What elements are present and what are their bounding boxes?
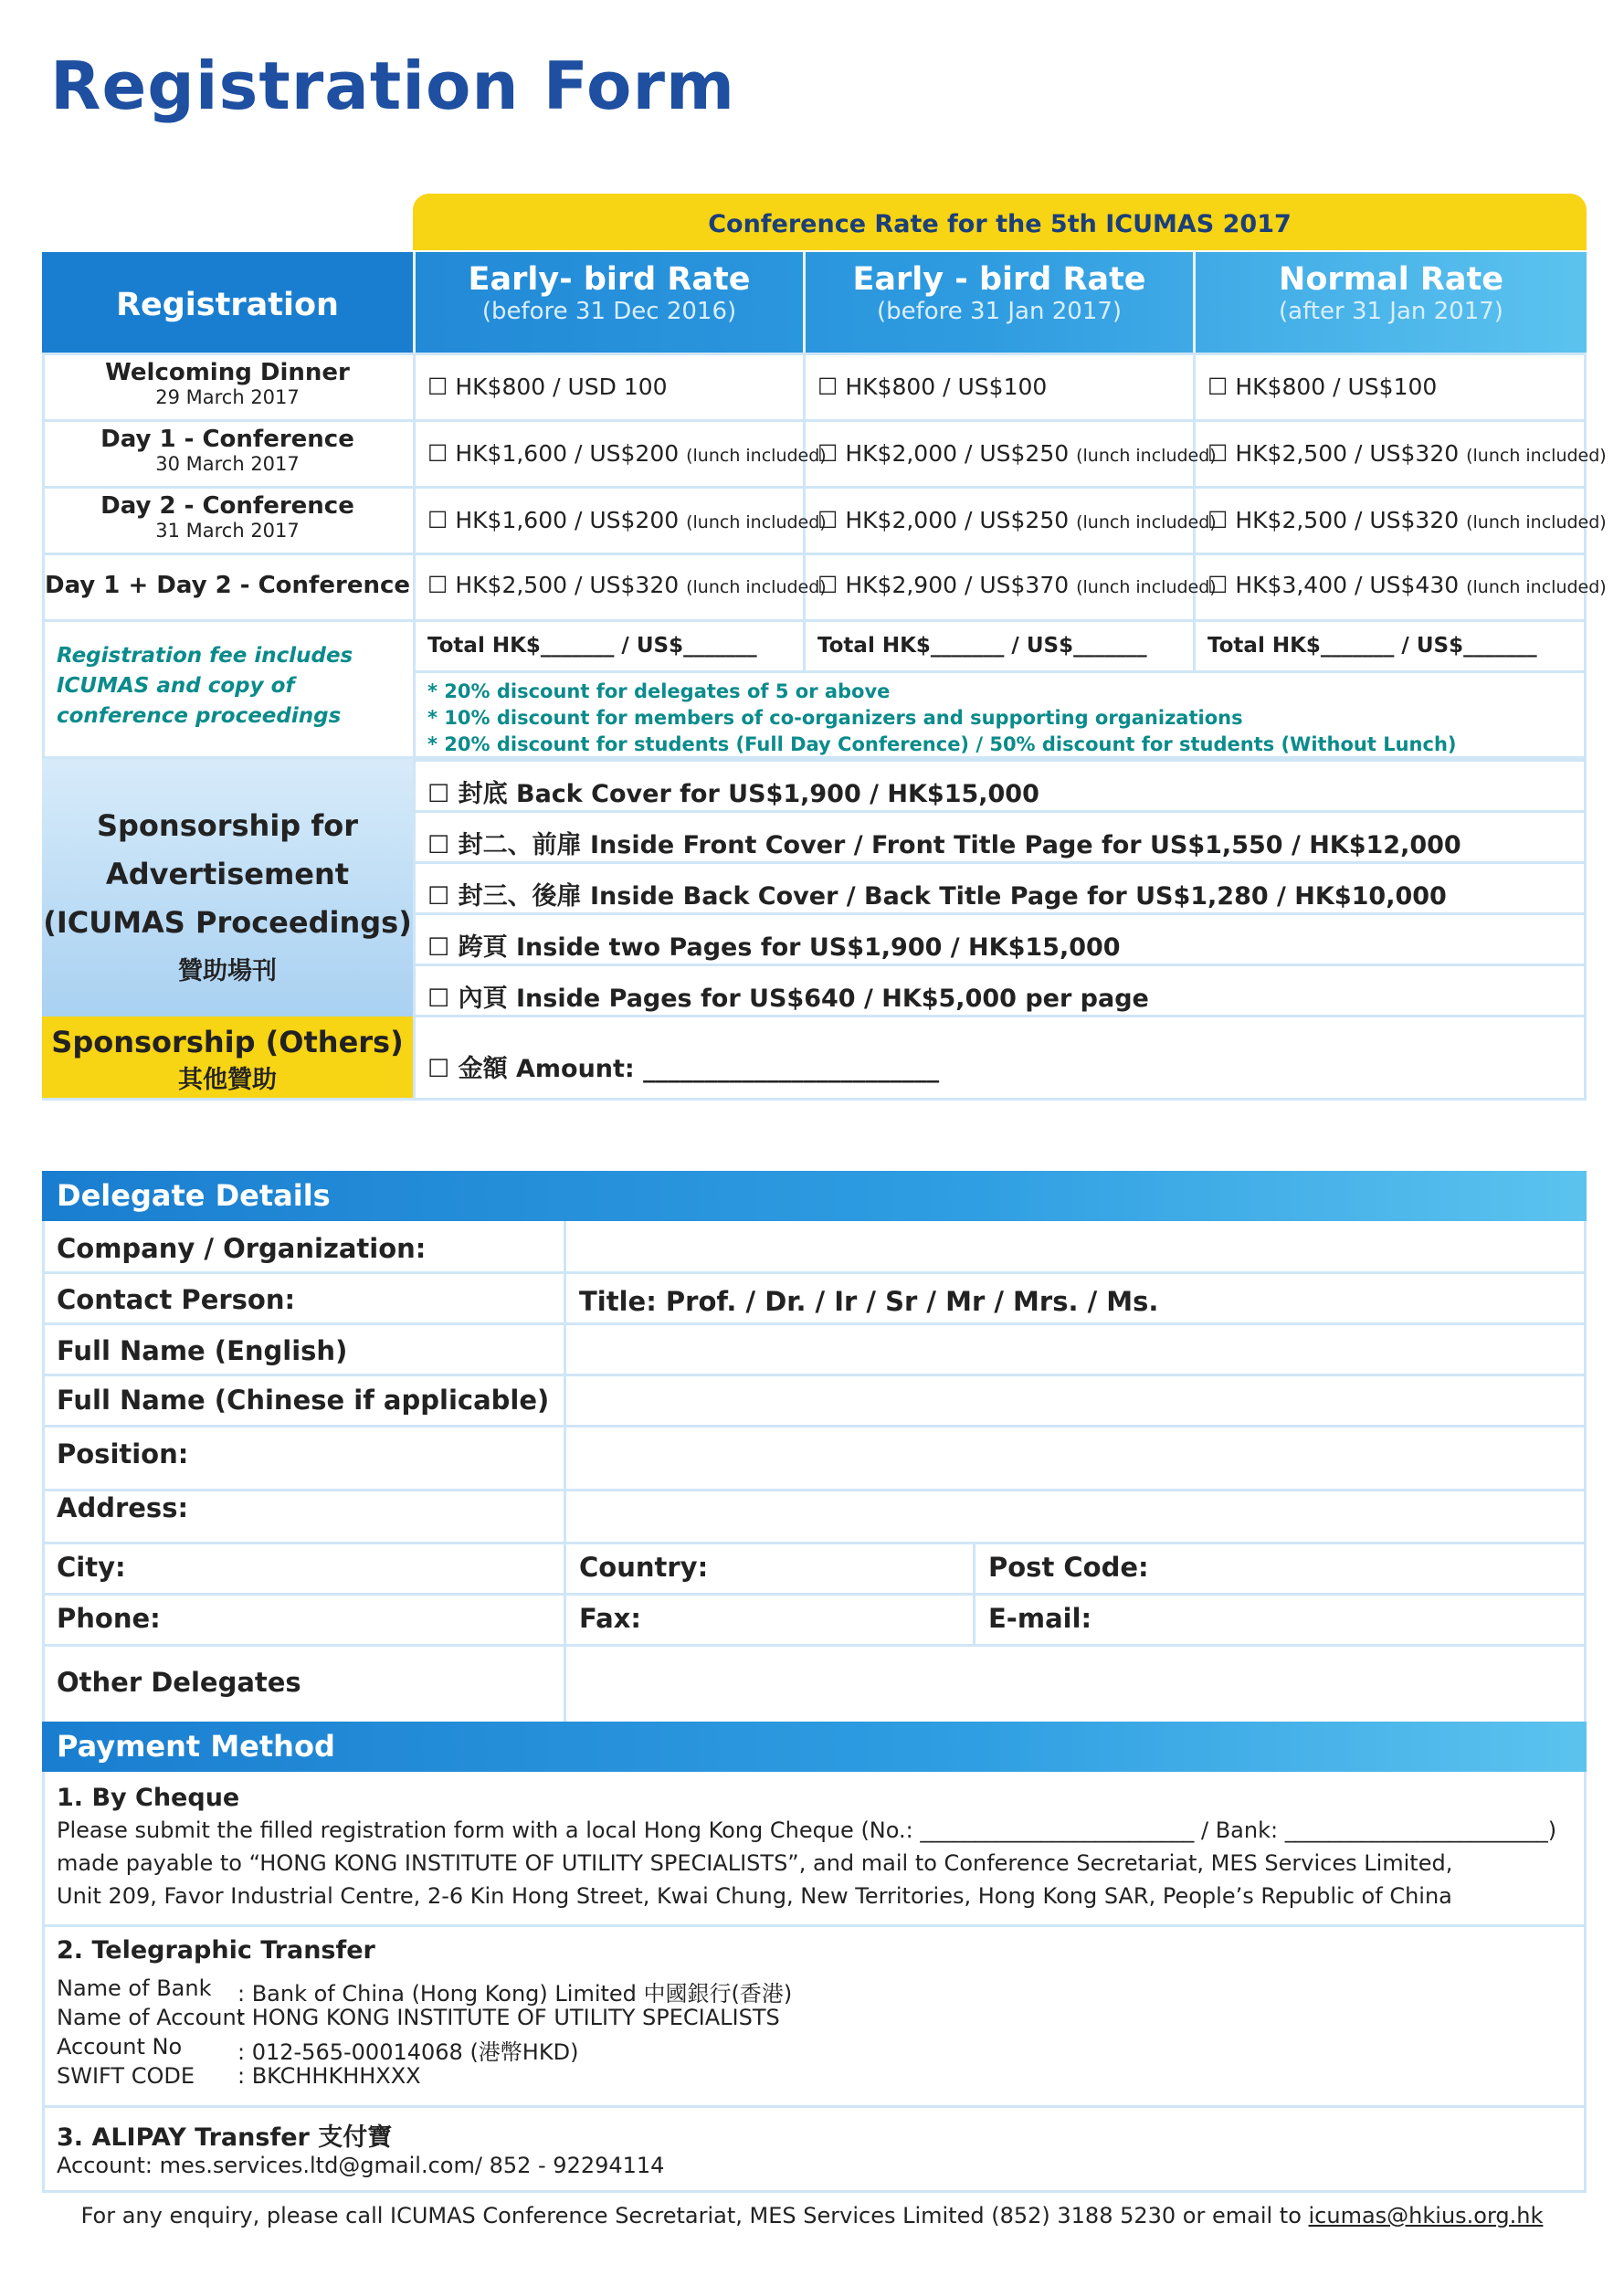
alipay-account: Account: mes.services.ltd@gmail.com/ 852 - 92294114 — [57, 2153, 665, 2178]
price-option[interactable]: ☐ HK$2,000 / US$250 (lunch included) — [817, 507, 1217, 533]
tt-value: : Bank of China (Hong Kong) Limited 中國銀行(香港) — [237, 1981, 793, 2007]
cheque-line: Unit 209, Favor Industrial Centre, 2-6 Kin Hong Street, Kwai Chung, New Territories, Hong Kong SAR, People’s Republic of China — [57, 1883, 1452, 1909]
tt-value: : BKCHHKHHXXX — [237, 2063, 421, 2089]
tt-value: : 012-565-00014068 (港幣HKD) — [237, 2039, 579, 2065]
discount-note: * 10% discount for members of co-organizers and supporting organizations — [427, 707, 1243, 729]
sponsorship-ad-label: Sponsorship for Advertisement (ICUMAS Proceedings) 贊助場刊 — [42, 759, 413, 1017]
fullname-english-label: Full Name (English) — [57, 1335, 348, 1366]
sponsorship-others-label: Sponsorship (Others) 其他贊助 — [42, 1017, 413, 1101]
price-option[interactable]: ☐ HK$3,400 / US$430 (lunch included) — [1207, 572, 1607, 598]
price-option[interactable]: ☐ HK$1,600 / US$200 (lunch included) — [427, 440, 827, 467]
address-field[interactable] — [566, 1491, 1584, 1542]
postcode-label: Post Code: — [988, 1552, 1149, 1583]
price-option[interactable]: ☐ HK$2,900 / US$370 (lunch included) — [817, 572, 1217, 598]
header-early-bird-2: Early - bird Rate (before 31 Jan 2017) — [852, 261, 1146, 325]
country-label: Country: — [579, 1552, 709, 1583]
rate-banner-text: Conference Rate for the 5th ICUMAS 2017 — [708, 210, 1292, 238]
price-option[interactable]: ☐ HK$2,500 / US$320 (lunch included) — [1207, 440, 1607, 467]
header-registration: Registration — [42, 252, 413, 353]
price-option[interactable]: ☐ HK$2,000 / US$250 (lunch included) — [817, 440, 1217, 467]
total-field-2[interactable]: Total HK$_______ / US$_______ — [817, 634, 1147, 658]
price-option[interactable]: ☐ HK$800 / US$100 — [1207, 374, 1438, 400]
page-title: Registration Form — [50, 47, 736, 124]
cheque-line: made payable to “HONG KONG INSTITUTE OF UTILITY SPECIALISTS”, and mail to Conference Secretariat, MES Services Limited, — [57, 1850, 1453, 1876]
fullname-chinese-field[interactable] — [566, 1376, 1584, 1425]
total-field-1[interactable]: Total HK$_______ / US$_______ — [427, 634, 757, 658]
fullname-english-field[interactable] — [566, 1325, 1584, 1374]
delegate-details-heading: Delegate Details — [42, 1171, 1587, 1221]
discount-note: * 20% discount for students (Full Day Conference) / 50% discount for students (Without Lunch) — [427, 733, 1457, 755]
row-label-day2: Day 2 - Conference 31 March 2017 — [100, 492, 354, 542]
row-label-day1-day2: Day 1 + Day 2 - Conference — [44, 572, 411, 599]
other-delegates-label: Other Delegates — [57, 1667, 301, 1698]
header-normal-rate: Normal Rate (after 31 Jan 2017) — [1279, 261, 1503, 325]
tt-key: Name of Account — [57, 2005, 246, 2030]
footer-email-link[interactable]: icumas@hkius.org.hk — [1308, 2203, 1544, 2228]
title-options[interactable]: Title: Prof. / Dr. / Ir / Sr / Mr / Mrs. / Ms. — [579, 1286, 1159, 1317]
tt-value: : HONG KONG INSTITUTE OF UTILITY SPECIALISTS — [237, 2005, 780, 2030]
alipay-title: 3. ALIPAY Transfer 支付寶 — [57, 2123, 393, 2152]
tt-title: 2. Telegraphic Transfer — [57, 1936, 375, 1965]
footer-text: For any enquiry, please call ICUMAS Conference Secretariat, MES Services Limited (852) 3188 5230 or email to — [80, 2203, 1309, 2228]
city-label: City: — [57, 1552, 126, 1583]
sponsor-two-pages[interactable]: ☐ 跨頁 Inside two Pages for US$1,900 / HK$15,000 — [427, 933, 1121, 962]
phone-label: Phone: — [57, 1603, 161, 1634]
company-field[interactable] — [566, 1221, 1584, 1271]
price-option[interactable]: ☐ HK$2,500 / US$320 (lunch included) — [1207, 507, 1607, 533]
footer-enquiry — [0, 2203, 1624, 2228]
sponsor-inside-back-cover[interactable]: ☐ 封三、後扉 Inside Back Cover / Back Title Page for US$1,280 / HK$10,000 — [427, 882, 1447, 911]
row-label-welcoming-dinner: Welcoming Dinner 29 March 2017 — [105, 359, 350, 408]
header-early-bird-1: Early- bird Rate (before 31 Dec 2016) — [468, 261, 751, 325]
sponsor-inside-pages[interactable]: ☐ 內頁 Inside Pages for US$640 / HK$5,000 per page — [427, 985, 1149, 1013]
payment-method-heading: Payment Method — [42, 1722, 1587, 1772]
contact-person-label: Contact Person: — [57, 1284, 296, 1315]
position-label: Position: — [57, 1438, 189, 1470]
company-label: Company / Organization: — [57, 1233, 427, 1264]
fullname-chinese-label: Full Name (Chinese if applicable) — [57, 1385, 550, 1416]
price-option[interactable]: ☐ HK$800 / US$100 — [817, 374, 1048, 400]
fax-label: Fax: — [579, 1603, 641, 1634]
cheque-title: 1. By Cheque — [57, 1784, 240, 1812]
rate-banner — [413, 194, 1587, 250]
row-label-day1: Day 1 - Conference 30 March 2017 — [100, 426, 354, 475]
price-option[interactable]: ☐ HK$800 / USD 100 — [427, 374, 668, 400]
email-label: E-mail: — [988, 1603, 1092, 1634]
tt-key: Name of Bank — [57, 1975, 212, 2001]
total-field-3[interactable]: Total HK$_______ / US$_______ — [1207, 634, 1537, 658]
address-label: Address: — [57, 1492, 189, 1523]
tt-key: Account No — [57, 2034, 183, 2060]
price-option[interactable]: ☐ HK$1,600 / US$200 (lunch included) — [427, 507, 827, 533]
discount-note: * 20% discount for delegates of 5 or above — [427, 680, 891, 702]
fee-includes-note: Registration fee includes ICUMAS and copy of conference proceedings — [57, 644, 353, 728]
sponsor-inside-front-cover[interactable]: ☐ 封二、前扉 Inside Front Cover / Front Title Page for US$1,550 / HK$12,000 — [427, 831, 1461, 859]
price-option[interactable]: ☐ HK$2,500 / US$320 (lunch included) — [427, 572, 827, 598]
other-delegates-field[interactable] — [566, 1647, 1584, 1723]
cheque-line: Please submit the filled registration form with a local Hong Kong Cheque (No.: _________________________ / Bank: ________________________) — [57, 1817, 1557, 1843]
sponsor-amount-field[interactable]: ☐ 金額 Amount: ________________________ — [427, 1055, 940, 1083]
tt-key: SWIFT CODE — [57, 2063, 195, 2089]
sponsor-back-cover[interactable]: ☐ 封底 Back Cover for US$1,900 / HK$15,000 — [427, 780, 1039, 808]
position-field[interactable] — [566, 1427, 1584, 1489]
